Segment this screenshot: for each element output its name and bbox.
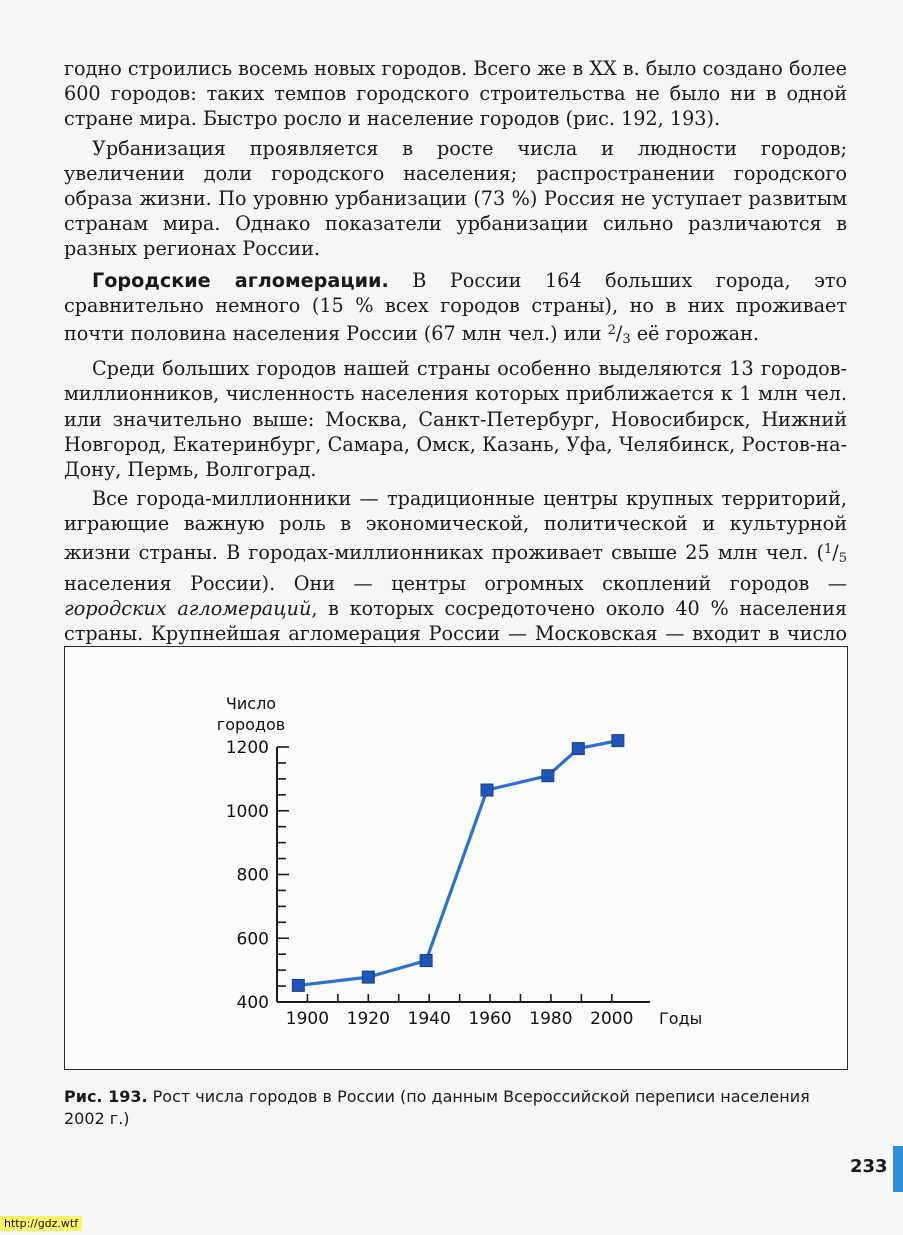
section-heading-agglomerations: Городские агломерации. bbox=[92, 268, 389, 292]
data-point bbox=[420, 955, 432, 967]
paragraph-5 bbox=[64, 486, 847, 671]
data-point bbox=[292, 979, 304, 991]
x-tick-label: 1960 bbox=[468, 1009, 512, 1029]
data-point bbox=[481, 784, 493, 796]
caption-label: Рис. 193. bbox=[64, 1087, 148, 1106]
fraction-denominator: 3 bbox=[622, 332, 631, 348]
y-tick-label: 600 bbox=[236, 929, 269, 950]
y-tick-label: 800 bbox=[236, 865, 269, 886]
fraction-slash: / bbox=[615, 322, 623, 346]
figure-193-chart bbox=[64, 646, 848, 1070]
paragraph-2: Урбанизация проявляется в росте числа и людности городов; увеличении доли городского населения; распространении городского образа жизни. По уровню урбанизации (73 %) Россия не уступает развитым странам мира. Однако показатели урбанизации сильно различаются в разных регионах России. bbox=[64, 136, 847, 261]
data-point bbox=[572, 743, 584, 755]
paragraph-3-text-b: её горожан. bbox=[630, 322, 759, 346]
x-tick-label: 2000 bbox=[590, 1009, 634, 1029]
caption-text: Рост числа городов в России (по данным Всероссийской переписи населения 2002 г.) bbox=[64, 1087, 810, 1128]
paragraph-4: Среди больших городов нашей страны особенно выделяются 13 городов-миллионников, численность населения которых приближается к 1 млн чел. или значительно выше: Москва, Санкт-Петербург, Новосибирск, Нижний Новгород, Екатеринбург, Самара, Омск, Казань, Уфа, Челябинск, Ростов-на-Дону, Пермь, Волгоград. bbox=[64, 357, 847, 482]
paragraph-3-text-a: В России 164 больших города, это сравнительно немного (15 % всех городов страны), но в них проживает почти половина населения России (67 млн чел.) или bbox=[64, 268, 847, 346]
fraction-numerator: 2 bbox=[607, 323, 616, 339]
data-point bbox=[542, 770, 554, 782]
y-axis-label-line2: городов bbox=[216, 715, 286, 734]
x-tick-label: 1980 bbox=[529, 1009, 573, 1029]
x-tick-label: 1920 bbox=[346, 1009, 390, 1029]
y-tick-label: 1200 bbox=[225, 738, 269, 758]
x-tick-label: 1940 bbox=[407, 1009, 451, 1029]
data-point bbox=[612, 735, 624, 747]
series-line bbox=[298, 741, 618, 986]
paragraph-5-text-c: , в которых сосредоточено около 40 % населения страны. Крупнейшая агломерация России — Московская — входит в число bbox=[64, 597, 847, 646]
y-tick-label: 400 bbox=[236, 993, 269, 1013]
term-urban-agglomerations: городских агломераций bbox=[64, 597, 312, 621]
fraction-denominator: 5 bbox=[838, 550, 847, 566]
line-chart bbox=[65, 647, 849, 1071]
data-point bbox=[362, 971, 374, 983]
paragraph-5-text-b: населения России). Они — центры огромных скоплений городов — bbox=[64, 571, 847, 595]
paragraph-1: годно строились восемь новых городов. Всего же в XX в. было создано более 600 городов: таких темпов городского строительства не было ни в одной стране мира. Быстро росло и население городов (рис. 192, 193). bbox=[64, 57, 847, 131]
fraction-slash: / bbox=[832, 540, 839, 564]
y-axis-label-line1: Число bbox=[225, 694, 277, 713]
watermark-link[interactable]: http://gdz.wtf bbox=[0, 1216, 82, 1231]
page-edge-tab bbox=[893, 1146, 903, 1192]
y-tick-label: 1000 bbox=[225, 801, 269, 822]
main-text bbox=[64, 56, 847, 672]
fraction-numerator: 1 bbox=[823, 541, 833, 557]
x-tick-label: 1900 bbox=[285, 1009, 330, 1029]
paragraph-3 bbox=[64, 268, 847, 353]
page-number: 233 bbox=[850, 1156, 888, 1177]
figure-caption bbox=[64, 1086, 848, 1130]
x-axis-label: Годы bbox=[659, 1009, 703, 1028]
paragraph-5-text-a: Все города-миллионники — традиционные центры крупных территорий, играющие важную роль в экономической, политической и культурной жизни страны. В городах-миллионниках проживает свыше 25 млн чел. ( bbox=[64, 487, 847, 564]
